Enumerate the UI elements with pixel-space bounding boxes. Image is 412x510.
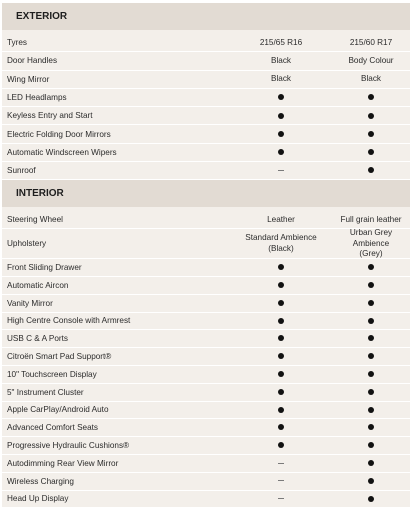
included-dot-icon <box>278 300 284 306</box>
included-dot-icon <box>368 371 374 377</box>
spec-value-model-1 <box>230 369 332 379</box>
spec-value-model-1 <box>230 298 332 308</box>
spec-value-model-2 <box>332 423 410 433</box>
spec-row-label: 5" Instrument Cluster <box>7 387 84 397</box>
included-dot-icon <box>368 389 374 395</box>
not-available-dash-icon <box>278 498 284 499</box>
included-dot-icon <box>368 460 374 466</box>
included-dot-icon <box>278 353 284 359</box>
spec-row <box>2 295 410 313</box>
spec-row <box>2 162 410 180</box>
included-dot-icon <box>368 264 374 270</box>
included-dot-icon <box>368 478 374 484</box>
spec-row <box>2 366 410 384</box>
spec-value-model-2 <box>332 92 410 102</box>
spec-value-model-2 <box>332 280 410 290</box>
included-dot-icon <box>368 407 374 413</box>
spec-row-label: Tyres <box>7 38 28 48</box>
spec-row <box>2 259 410 277</box>
spec-row-label: Front Sliding Drawer <box>7 263 82 273</box>
spec-value-model-2 <box>332 215 410 225</box>
spec-row <box>2 229 410 259</box>
included-dot-icon <box>368 167 374 173</box>
spec-value-text: Body Colour <box>348 55 394 65</box>
spec-row-label: Sunroof <box>7 166 36 176</box>
spec-value-model-2 <box>332 334 410 344</box>
included-dot-icon <box>368 335 374 341</box>
spec-value-model-2 <box>332 351 410 361</box>
spec-row-label: Advanced Comfort Seats <box>7 423 99 433</box>
included-dot-icon <box>278 131 284 137</box>
spec-value-model-2 <box>332 476 410 486</box>
spec-value-text: (Black) <box>268 243 294 253</box>
included-dot-icon <box>368 94 374 100</box>
spec-value-model-1 <box>230 387 332 397</box>
spec-value-model-1 <box>230 129 332 139</box>
included-dot-icon <box>368 149 374 155</box>
included-dot-icon <box>368 282 374 288</box>
spec-row <box>2 384 410 402</box>
spec-value-model-1 <box>230 423 332 433</box>
spec-row <box>2 330 410 348</box>
spec-value-model-2 <box>332 228 410 259</box>
spec-row-label: LED Headlamps <box>7 93 67 103</box>
included-dot-icon <box>368 353 374 359</box>
spec-value-model-2 <box>332 440 410 450</box>
spec-value-text: Black <box>270 74 292 84</box>
spec-sheet <box>2 3 410 507</box>
included-dot-icon <box>278 94 284 100</box>
spec-value-model-2 <box>332 405 410 415</box>
spec-row-label: Wireless Charging <box>7 476 74 486</box>
spec-value-model-1 <box>230 92 332 102</box>
spec-row <box>2 125 410 143</box>
included-dot-icon <box>368 300 374 306</box>
spec-row-label: Progressive Hydraulic Cushions® <box>7 441 130 451</box>
spec-value-model-1 <box>230 38 332 48</box>
spec-value-model-1 <box>230 334 332 344</box>
spec-value-model-2 <box>332 262 410 272</box>
spec-value-text: Black <box>360 74 382 84</box>
spec-row-label: Vanity Mirror <box>7 298 53 308</box>
included-dot-icon <box>368 131 374 137</box>
spec-value-model-1 <box>230 476 332 486</box>
spec-value-model-1 <box>230 351 332 361</box>
spec-value-model-2 <box>332 458 410 468</box>
included-dot-icon <box>368 113 374 119</box>
not-available-dash-icon <box>278 170 284 171</box>
included-dot-icon <box>278 442 284 448</box>
spec-value-model-2 <box>332 74 410 84</box>
spec-row-label: Steering Wheel <box>7 215 63 225</box>
spec-row <box>2 211 410 229</box>
exterior-table <box>2 34 410 180</box>
included-dot-icon <box>368 424 374 430</box>
spec-value-model-2 <box>332 369 410 379</box>
spec-value-model-2 <box>332 38 410 48</box>
interior-header: INTERIOR <box>2 180 410 207</box>
spec-value-model-2 <box>332 298 410 308</box>
spec-value-text: Full grain leather <box>340 214 402 224</box>
included-dot-icon <box>368 442 374 448</box>
spec-row-label: 10" Touchscreen Display <box>7 369 97 379</box>
spec-value-text: 215/65 R16 <box>259 37 303 47</box>
spec-value-model-2 <box>332 494 410 504</box>
spec-value-model-2 <box>332 129 410 139</box>
exterior-header: EXTERIOR <box>2 3 410 30</box>
spec-row <box>2 34 410 52</box>
spec-row-label: Automatic Aircon <box>7 280 69 290</box>
spec-value-model-2 <box>332 387 410 397</box>
spec-value-text: Urban Grey Ambience <box>349 228 393 248</box>
spec-row <box>2 277 410 295</box>
included-dot-icon <box>368 318 374 324</box>
spec-row-label: Apple CarPlay/Android Auto <box>7 405 109 415</box>
included-dot-icon <box>278 335 284 341</box>
spec-row <box>2 473 410 491</box>
spec-value-model-1 <box>230 215 332 225</box>
included-dot-icon <box>278 149 284 155</box>
included-dot-icon <box>278 264 284 270</box>
spec-value-model-1 <box>230 458 332 468</box>
spec-value-model-2 <box>332 147 410 157</box>
spec-row <box>2 313 410 331</box>
spec-value-model-2 <box>332 316 410 326</box>
spec-row <box>2 348 410 366</box>
spec-row-label: Door Handles <box>7 56 58 66</box>
spec-row-label: USB C & A Ports <box>7 334 68 344</box>
spec-value-model-1 <box>230 440 332 450</box>
spec-row <box>2 491 410 509</box>
spec-row-label: Electric Folding Door Mirrors <box>7 129 111 139</box>
spec-row-label: High Centre Console with Armrest <box>7 316 131 326</box>
interior-table <box>2 211 410 508</box>
spec-value-text: Standard Ambience <box>245 233 317 243</box>
spec-value-text: 215/60 R17 <box>349 37 393 47</box>
spec-value-model-1 <box>230 111 332 121</box>
spec-value-model-2 <box>332 111 410 121</box>
spec-value-model-1 <box>230 166 332 176</box>
spec-row <box>2 71 410 89</box>
spec-value-text: Leather <box>267 214 295 224</box>
spec-row <box>2 455 410 473</box>
spec-row <box>2 144 410 162</box>
included-dot-icon <box>278 371 284 377</box>
spec-value-model-1 <box>230 494 332 504</box>
included-dot-icon <box>278 389 284 395</box>
spec-row-label: Head Up Display <box>7 494 69 504</box>
spec-row <box>2 89 410 107</box>
spec-value-model-1 <box>230 405 332 415</box>
spec-value-model-1 <box>230 56 332 66</box>
spec-value-model-1 <box>230 262 332 272</box>
spec-value-model-1 <box>230 280 332 290</box>
included-dot-icon <box>278 282 284 288</box>
spec-row <box>2 52 410 70</box>
spec-value-model-1 <box>230 74 332 84</box>
spec-row-label: Wing Mirror <box>7 74 50 84</box>
included-dot-icon <box>278 407 284 413</box>
spec-row-label: Citroën Smart Pad Support® <box>7 352 112 362</box>
spec-value-model-1 <box>230 147 332 157</box>
spec-value-text: Black <box>270 55 292 65</box>
spec-value-model-2 <box>332 56 410 66</box>
not-available-dash-icon <box>278 463 284 464</box>
spec-value-model-2 <box>332 166 410 176</box>
spec-row-label: Keyless Entry and Start <box>7 111 93 121</box>
spec-value-model-1 <box>230 233 332 254</box>
included-dot-icon <box>278 424 284 430</box>
spec-row <box>2 107 410 125</box>
spec-row-label: Upholstery <box>7 239 47 249</box>
spec-value-model-1 <box>230 316 332 326</box>
spec-row-label: Automatic Windscreen Wipers <box>7 147 117 157</box>
spec-row-label: Autodimming Rear View Mirror <box>7 458 119 468</box>
spec-row <box>2 402 410 420</box>
included-dot-icon <box>278 318 284 324</box>
spec-row <box>2 437 410 455</box>
not-available-dash-icon <box>278 480 284 481</box>
spec-row <box>2 419 410 437</box>
included-dot-icon <box>278 113 284 119</box>
included-dot-icon <box>368 496 374 502</box>
spec-value-text: (Grey) <box>359 248 383 258</box>
